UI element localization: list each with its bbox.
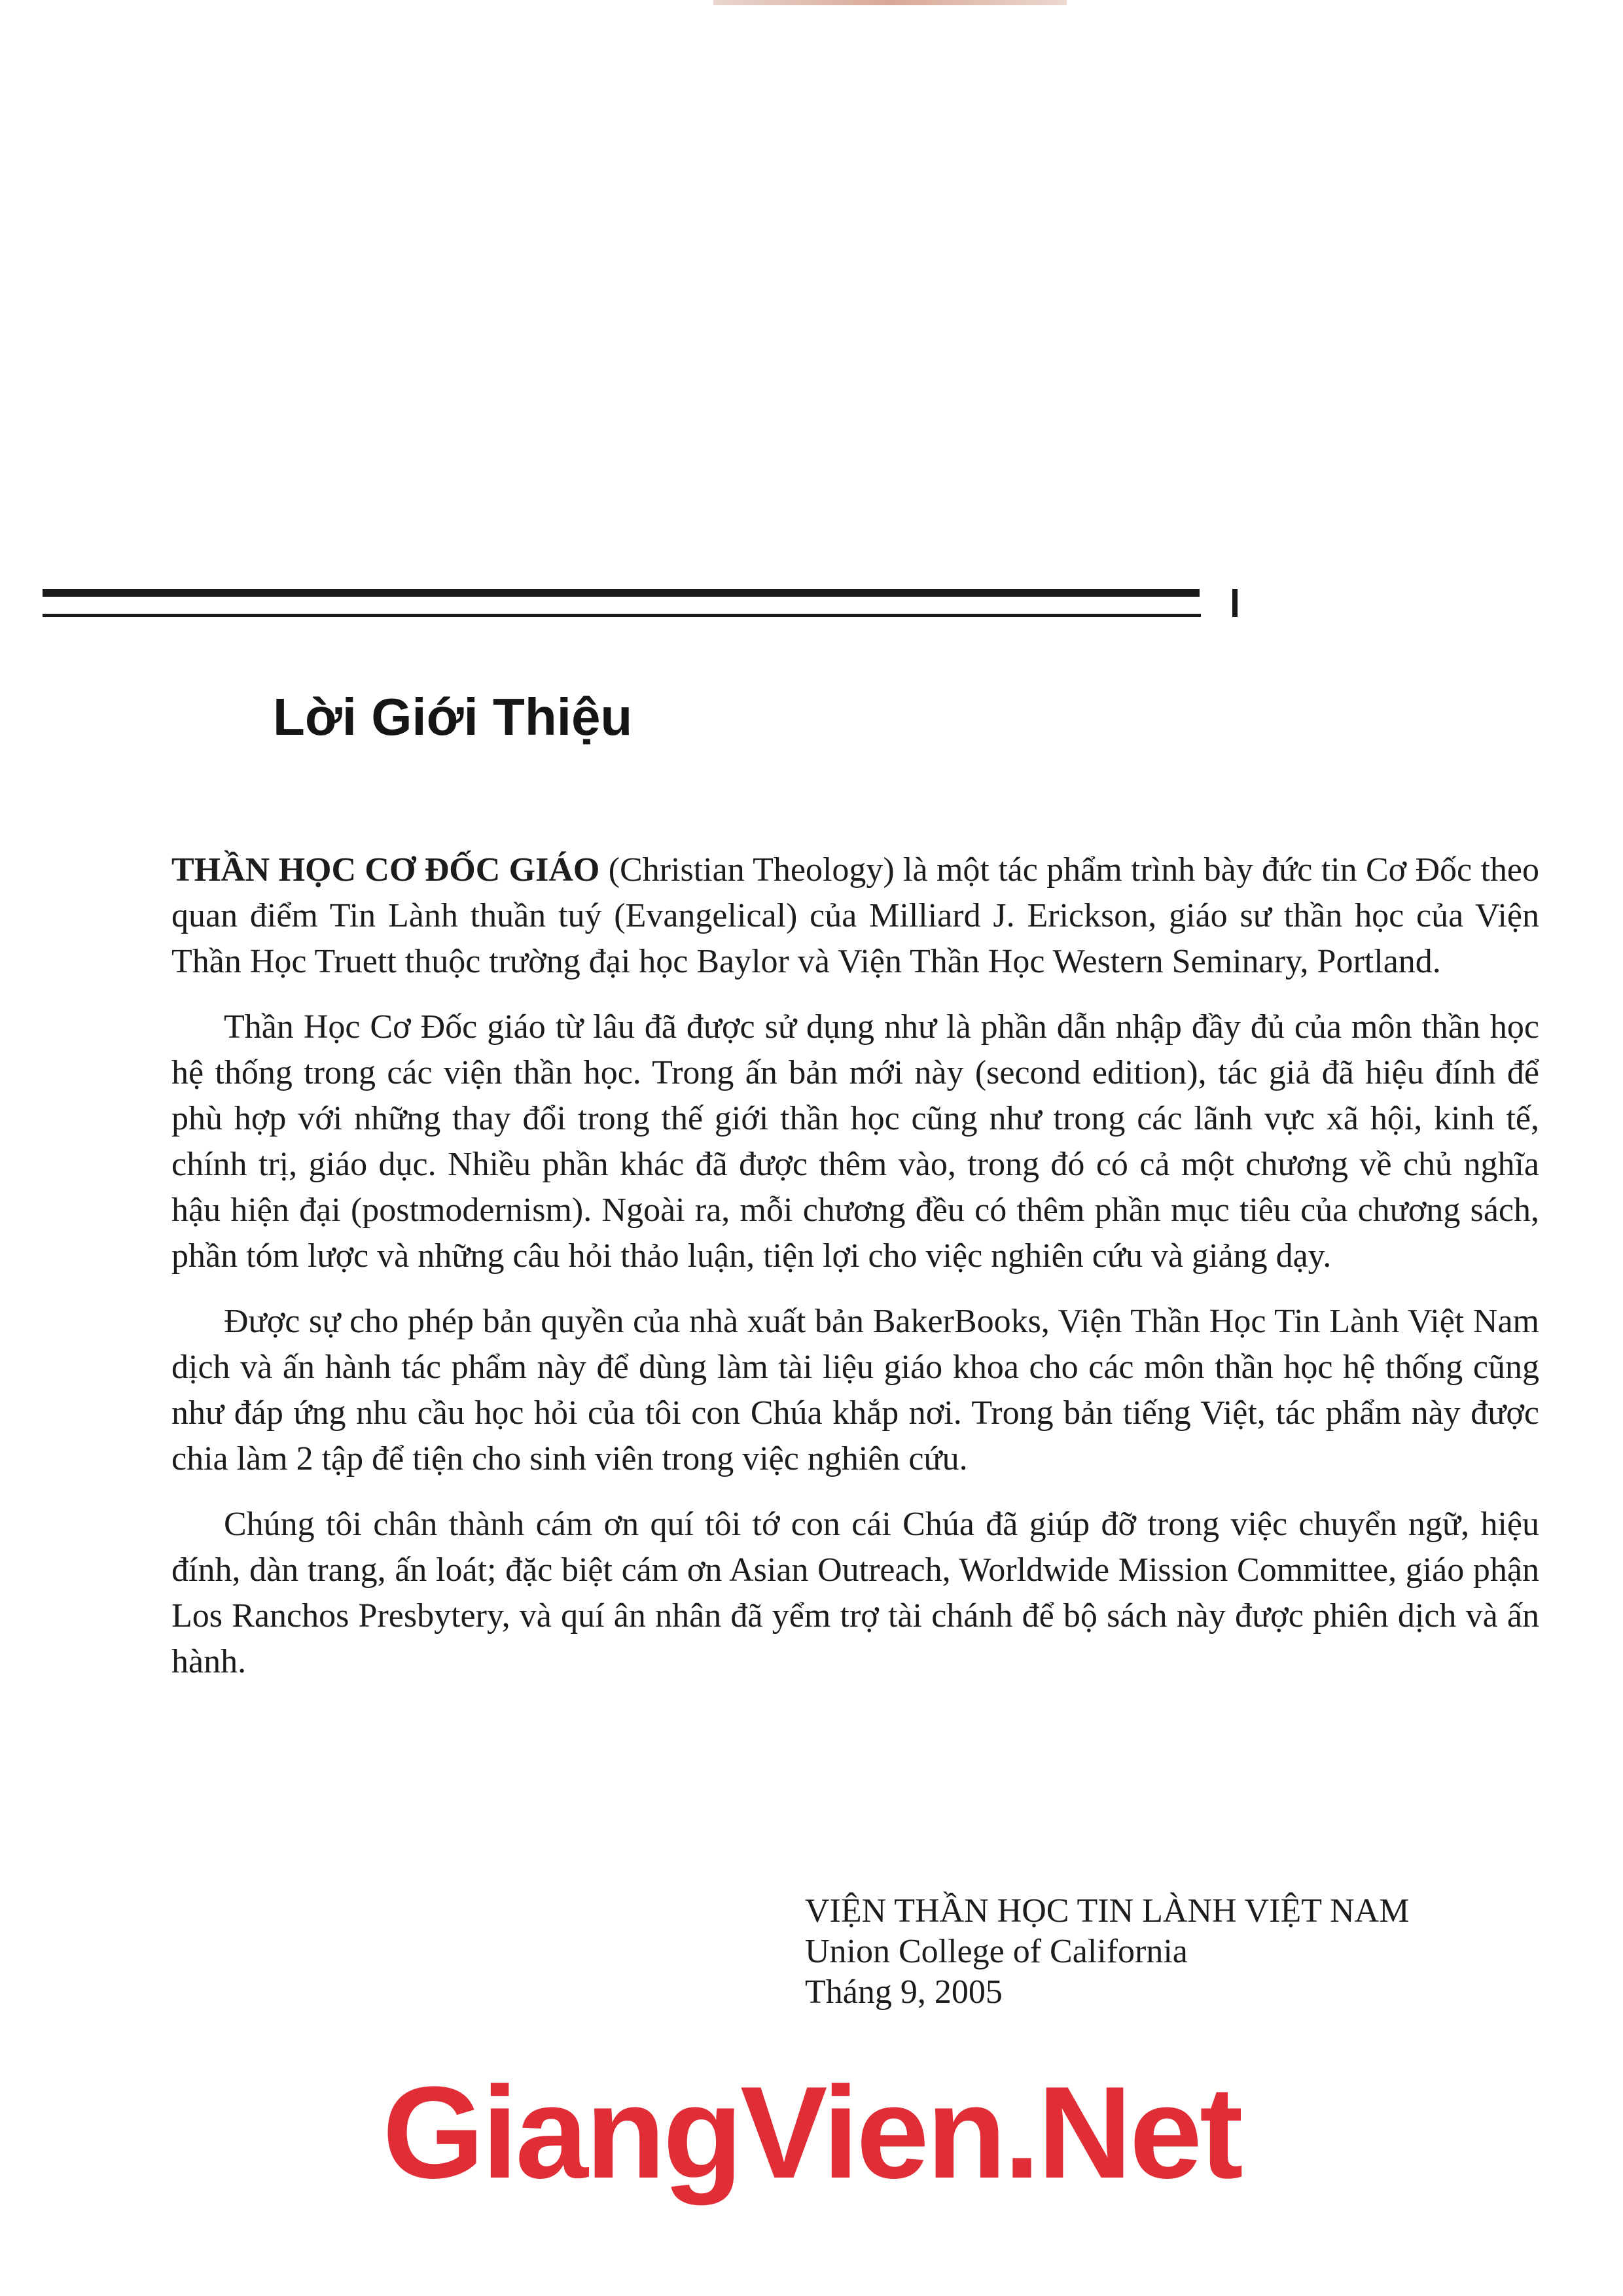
header-rule — [43, 589, 1201, 616]
signature-institution: VIỆN THẦN HỌC TIN LÀNH VIỆT NAM — [805, 1892, 1410, 1930]
intro-paragraph — [171, 847, 1539, 985]
signature-date: Tháng 9, 2005 — [805, 1973, 1003, 2011]
paragraph-2: Thần Học Cơ Đốc giáo từ lâu đã được sử dụng như là phần dẫn nhập đầy đủ của môn thần học hệ thống trong các viện thần học. Trong ấn bản mới này (second edition), tác giả đã hiệu đính để phù hợp với những thay đổi trong thế giới thần học cũng như trong các lãnh vực xã hội, kinh tế, chính trị, giáo dục. Nhiều phần khác đã được thêm vào, trong đó có cả một chương về chủ nghĩa hậu hiện đại (postmodernism). Ngoài ra, mỗi chương đều có thêm phần mục tiêu của chương sách, phần tóm lược và những câu hỏi thảo luận, tiện lợi cho việc nghiên cứu và giảng dạy. — [171, 1008, 1539, 1275]
header-rule-thick-line — [43, 589, 1200, 597]
top-edge-strip — [713, 0, 1067, 5]
signature-block — [805, 1891, 1409, 2013]
paragraph-4: Chúng tôi chân thành cám ơn quí tôi tớ con cái Chúa đã giúp đỡ trong việc chuyển ngữ, hiệu đính, dàn trang, ấn loát; đặc biệt cám ơn Asian Outreach, Worldwide Mission Committee, giáo phận Los Ranchos Presbytery, và quí ân nhân đã yểm trợ tài chánh để bộ sách này được phiên dịch và ấn hành. — [171, 1506, 1539, 1680]
header-rule-end-cap — [1232, 589, 1238, 617]
intro-text: (Christian Theology) là một tác phẩm trình bày đức tin Cơ Đốc theo quan điểm Tin Lành thuần tuý (Evangelical) của Milliard J. Erickson, giáo sư thần học của Viện Thần Học Truett thuộc trường đại học Baylor và Viện Thần Học Western Seminary, Portland. — [171, 851, 1539, 980]
paragraph-3: Được sự cho phép bản quyền của nhà xuất bản BakerBooks, Viện Thần Học Tin Lành Việt Nam dịch và ấn hành tác phẩm này để dùng làm tài liệu giáo khoa cho các môn thần học hệ thống cũng như đáp ứng nhu cầu học hỏi của tôi con Chúa khắp nơi. Trong bản tiếng Việt, tác phẩm này được chia làm 2 tập để tiện cho sinh viên trong việc nghiên cứu. — [171, 1303, 1539, 1477]
page-title: Lời Giới Thiệu — [273, 688, 633, 746]
signature-college: Union College of California — [805, 1933, 1188, 1970]
header-rule-thin-line — [43, 614, 1201, 617]
book-title-lead: THẦN HỌC CƠ ĐỐC GIÁO — [171, 851, 600, 889]
body-text — [171, 847, 1539, 1704]
watermark: GiangVien.Net — [382, 2060, 1241, 2206]
